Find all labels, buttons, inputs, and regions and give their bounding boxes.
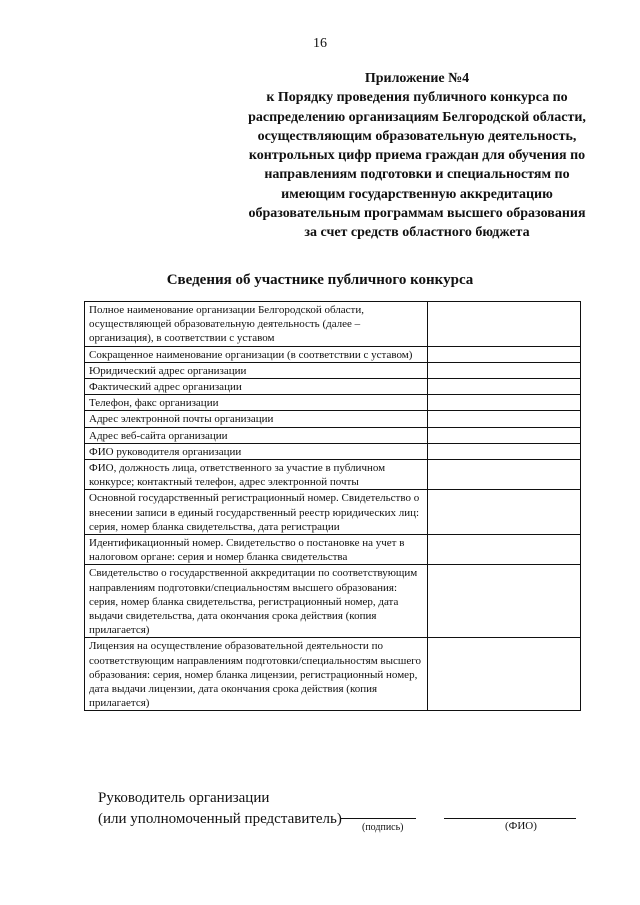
row-value-cell[interactable]	[428, 565, 581, 638]
row-label: ФИО, должность лица, ответственного за участие в публичном конкурсе; контактный телефон, адрес электронной почты	[85, 460, 428, 490]
section-title: Сведения об участнике публичного конкурса	[166, 272, 474, 288]
signature-underline[interactable]	[340, 818, 416, 819]
row-label: Адрес веб-сайта организации	[85, 427, 428, 443]
row-label: Идентификационный номер. Свидетельство о постановке на учет в налоговом органе: серия и номер бланка свидетельства	[85, 535, 428, 565]
signature-caption: (подпись)	[362, 822, 404, 833]
table-row	[85, 460, 581, 490]
fio-caption: (ФИО)	[505, 820, 537, 832]
row-label: Основной государственный регистрационный номер. Свидетельство о внесении записи в единый государственный реестр юридических лиц: серия, номер бланка свидетельства, дата регистрации	[85, 490, 428, 535]
fio-underline[interactable]	[444, 818, 576, 819]
table-row	[85, 395, 581, 411]
row-label: Адрес электронной почты организации	[85, 411, 428, 427]
appendix-text: к Порядку проведения публичного конкурса по распределению организациям Белгородской области, осуществляющим образовательную деятельность, контрольных цифр приема граждан для обучения по направлениям подготовки и специальностям по имеющим государственную аккредитацию образовательным программам высшего образования за счет средств областного бюджета	[248, 90, 586, 241]
table-row	[85, 302, 581, 347]
row-value-cell[interactable]	[428, 379, 581, 395]
row-value-cell[interactable]	[428, 411, 581, 427]
page-number: 16	[313, 36, 327, 51]
row-value-cell[interactable]	[428, 395, 581, 411]
table-row	[85, 490, 581, 535]
row-value-cell[interactable]	[428, 302, 581, 347]
table-row	[85, 565, 581, 638]
table-row	[85, 638, 581, 711]
row-value-cell[interactable]	[428, 535, 581, 565]
signature-line-2: (или уполномоченный представитель)	[98, 811, 342, 827]
table-row	[85, 379, 581, 395]
appendix-title: Приложение №4	[364, 71, 470, 86]
row-value-cell[interactable]	[428, 638, 581, 711]
row-label: Сокращенное наименование организации (в соответствии с уставом)	[85, 346, 428, 362]
row-value-cell[interactable]	[428, 427, 581, 443]
table-row	[85, 411, 581, 427]
row-label: ФИО руководителя организации	[85, 443, 428, 459]
row-label: Лицензия на осуществление образовательной деятельности по соответствующим направлениям подготовки/специальностям высшего образования: серия, номер бланка лицензии, регистрационный номер, дата выдачи лицензии, дата окончания срока действия (копия прилагается)	[85, 638, 428, 711]
row-label: Телефон, факс организации	[85, 395, 428, 411]
table-row	[85, 362, 581, 378]
table-row	[85, 346, 581, 362]
row-value-cell[interactable]	[428, 490, 581, 535]
row-value-cell[interactable]	[428, 346, 581, 362]
table-row	[85, 443, 581, 459]
row-label: Юридический адрес организации	[85, 362, 428, 378]
row-value-cell[interactable]	[428, 460, 581, 490]
table-row	[85, 535, 581, 565]
participant-info-table	[84, 301, 581, 711]
row-value-cell[interactable]	[428, 443, 581, 459]
row-value-cell[interactable]	[428, 362, 581, 378]
row-label: Фактический адрес организации	[85, 379, 428, 395]
table-row	[85, 427, 581, 443]
row-label: Полное наименование организации Белгородской области, осуществляющей образовательную деятельность (далее – организация), в соответствии с уставом	[85, 302, 428, 347]
row-label: Свидетельство о государственной аккредитации по соответствующим направлениям подготовки/специальностям высшего образования: серия, номер бланка свидетельства, регистрационный номер, дата выдачи свидетельства, дата окончания срока действия (копия прилагается)	[85, 565, 428, 638]
signature-line-1: Руководитель организации	[98, 790, 270, 806]
appendix-header	[248, 69, 586, 243]
